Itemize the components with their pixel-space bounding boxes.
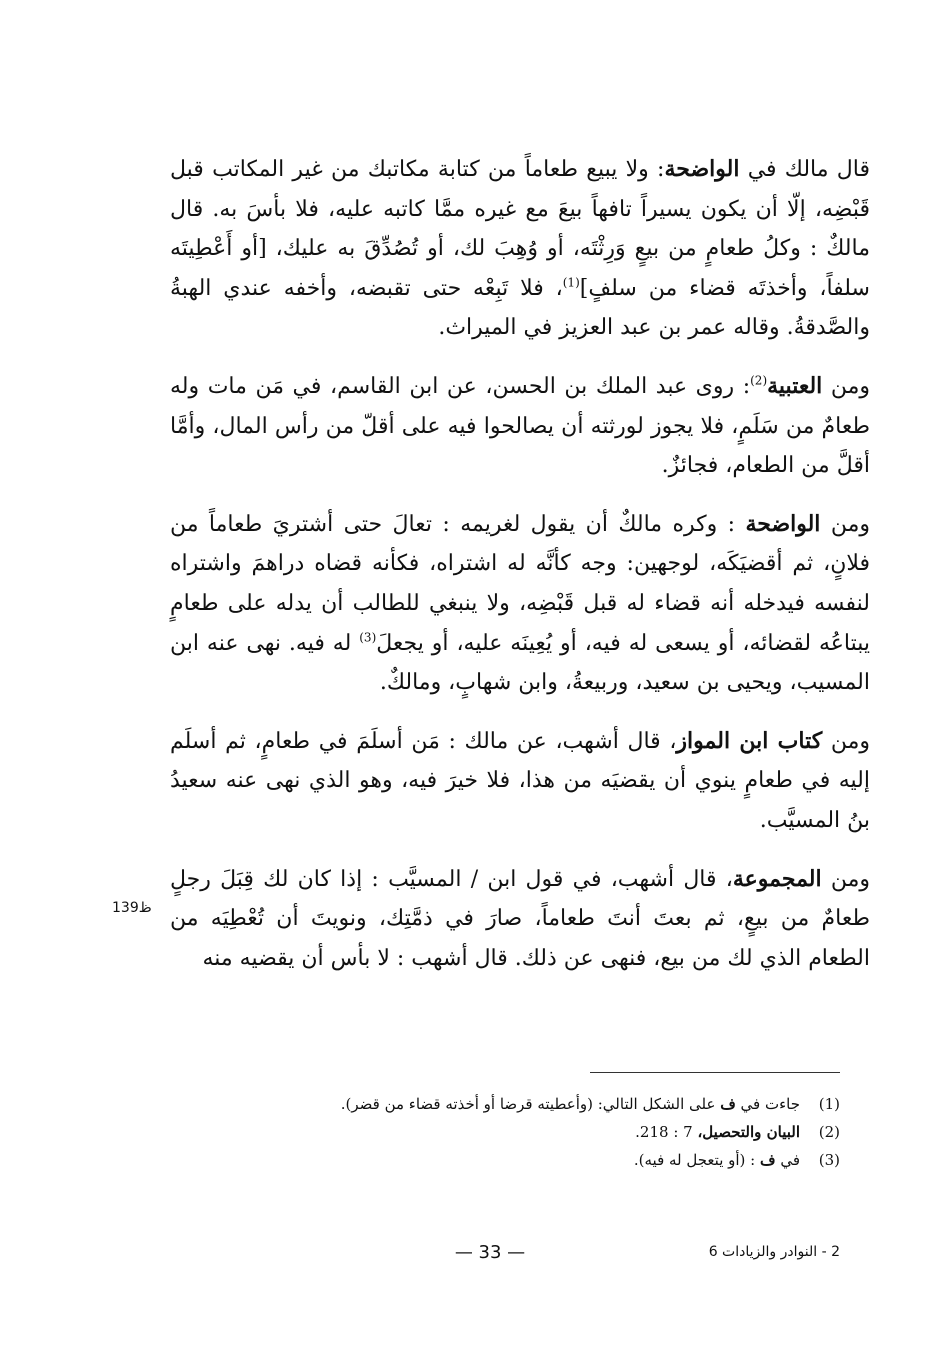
paragraph-5	[170, 860, 870, 979]
paragraph-2-source-title: العتبية	[767, 372, 823, 399]
footnote-number: (2)	[818, 1123, 840, 1141]
footnote-bold-term: ف	[720, 1095, 736, 1113]
paragraph-1-tail: ، فلا تَبِعْه حتى تقبضه، وأخفه عندي الهبةُ والصَّدقةُ. وقاله عمر بن عبد العزيز في الميراث.	[170, 275, 870, 341]
paragraph-3-lead: ومن	[820, 511, 870, 537]
paragraph-1	[170, 150, 870, 348]
footnote-divider	[590, 1072, 840, 1073]
running-footer: 2 - النوادر والزيادات 6	[708, 1244, 840, 1260]
paragraph-4-source-title: كتاب ابن المواز	[676, 727, 823, 754]
paragraph-5-lead: ومن	[821, 866, 870, 892]
footnote-text: على الشكل التالي: (وأعطيته قرضا أو أخذته قضاء من قضر).	[340, 1095, 721, 1113]
paragraph-2-lead: ومن	[822, 373, 870, 399]
paragraph-4-lead: ومن	[822, 728, 870, 754]
paragraph-2	[170, 367, 870, 486]
footnote-text: 7 : 218.	[635, 1123, 698, 1141]
page-body	[170, 150, 870, 998]
paragraph-3	[170, 505, 870, 703]
paragraph-5-source-title: المجموعة	[732, 865, 822, 892]
footnote-bold-term: البيان والتحصيل،	[697, 1123, 800, 1141]
footnote-text: جاءت في	[735, 1095, 800, 1113]
footnote-number: (3)	[818, 1151, 840, 1169]
paragraph-1-source-title: الواضحة	[664, 156, 740, 182]
footnote-ref-1: (1)	[562, 275, 580, 290]
paragraph-3-tail: له فيه. نهى عنه ابن المسيب، ويحيى بن سعيد، وربيعةُ، وابن شهابٍ، ومالكٌ.	[170, 630, 870, 696]
footnote-1	[270, 1090, 840, 1118]
footnotes	[270, 1090, 840, 1174]
footnote-ref-2: (2)	[750, 373, 768, 388]
footnote-3	[270, 1146, 840, 1174]
footnote-bold-term: ف	[759, 1151, 776, 1169]
footnote-text: : (أو يتعجل له فيه).	[633, 1151, 760, 1169]
footnote-text: في	[775, 1151, 800, 1169]
footnote-ref-3: (3)	[359, 630, 377, 645]
manuscript-folio-marker: 139ظ	[112, 900, 152, 916]
paragraph-3-source-title: الواضحة	[745, 510, 821, 537]
paragraph-3-text: : وكره مالكٌ أن يقول لغريمه : تعالَ حتى أشتريَ طعاماً من فلانٍ، ثم أقضيَكَه، لوجهين: وجه كأنَّه له اشتراه، فكأنه قضاه دراهمَ واشتراه لنفسه فيدخله أنه قضاء له قبل قَبْضِه، ولا ينبغي للطالب أن يدله على طعامٍ يبتاعُه لقضائه، أو يسعى له فيه، أو يُعِينَه عليه، أو يجعلَ	[170, 511, 870, 656]
paragraph-1-lead: قال مالك في	[739, 157, 870, 182]
paragraph-4-text: ، قال أشهب، عن مالك : مَن أسلَمَ في طعامٍ، ثم أسلَم إليه في طعامٍ ينوي أن يقضيَه من هذا، فلا خيرَ فيه، وهو الذي نهى عنه سعيدُ بنُ المسيَّب.	[170, 728, 871, 833]
footnote-2	[270, 1118, 840, 1146]
footnote-number: (1)	[818, 1095, 840, 1113]
paragraph-4	[170, 722, 870, 841]
paragraph-1-text: : ولا يبيع طعاماً من كتابة مكاتبك من غير المكاتب قبل قَبْضِه، إلّا أن يكون يسيراً تافهاً بيعَ مع غيره ممَّا كاتبه عليه، فلا بأسَ به. قال مالكٌ : وكلُ طعامٍ من بيعٍ وَرِثْتَه، أو وُهِبَ لك، أو تُصُدِّقَ به عليك، [أو أَعْطِيتَه سلفاً، وأخذتَه قضاء من سلفٍ]	[170, 157, 870, 301]
paragraph-2-text: : روى عبد الملك بن الحسن، عن ابن القاسم، في مَن مات وله طعامٌ من سَلَمٍ، فلا يجوز لورثته أن يصالحوا فيه على أقلّ من رأس المال، وأمَّا أقلَّ من الطعام، فجائزٌ.	[170, 373, 870, 479]
page-number: — 33 —	[454, 1242, 526, 1263]
paragraph-5-text: ، قال أشهب، في قول ابن / المسيَّب : إذا كان لك قِبَلَ رجلٍ طعامٌ من بيعٍ، ثم بعتَ أنتَ طعاماً، صارَ في ذمَّتِك، ونويتَ أن تُعْطِيَه من الطعام الذي لك من بيع، فنهى عن ذلك. قال أشهب : لا بأس أن يقضيه منه	[170, 866, 870, 971]
